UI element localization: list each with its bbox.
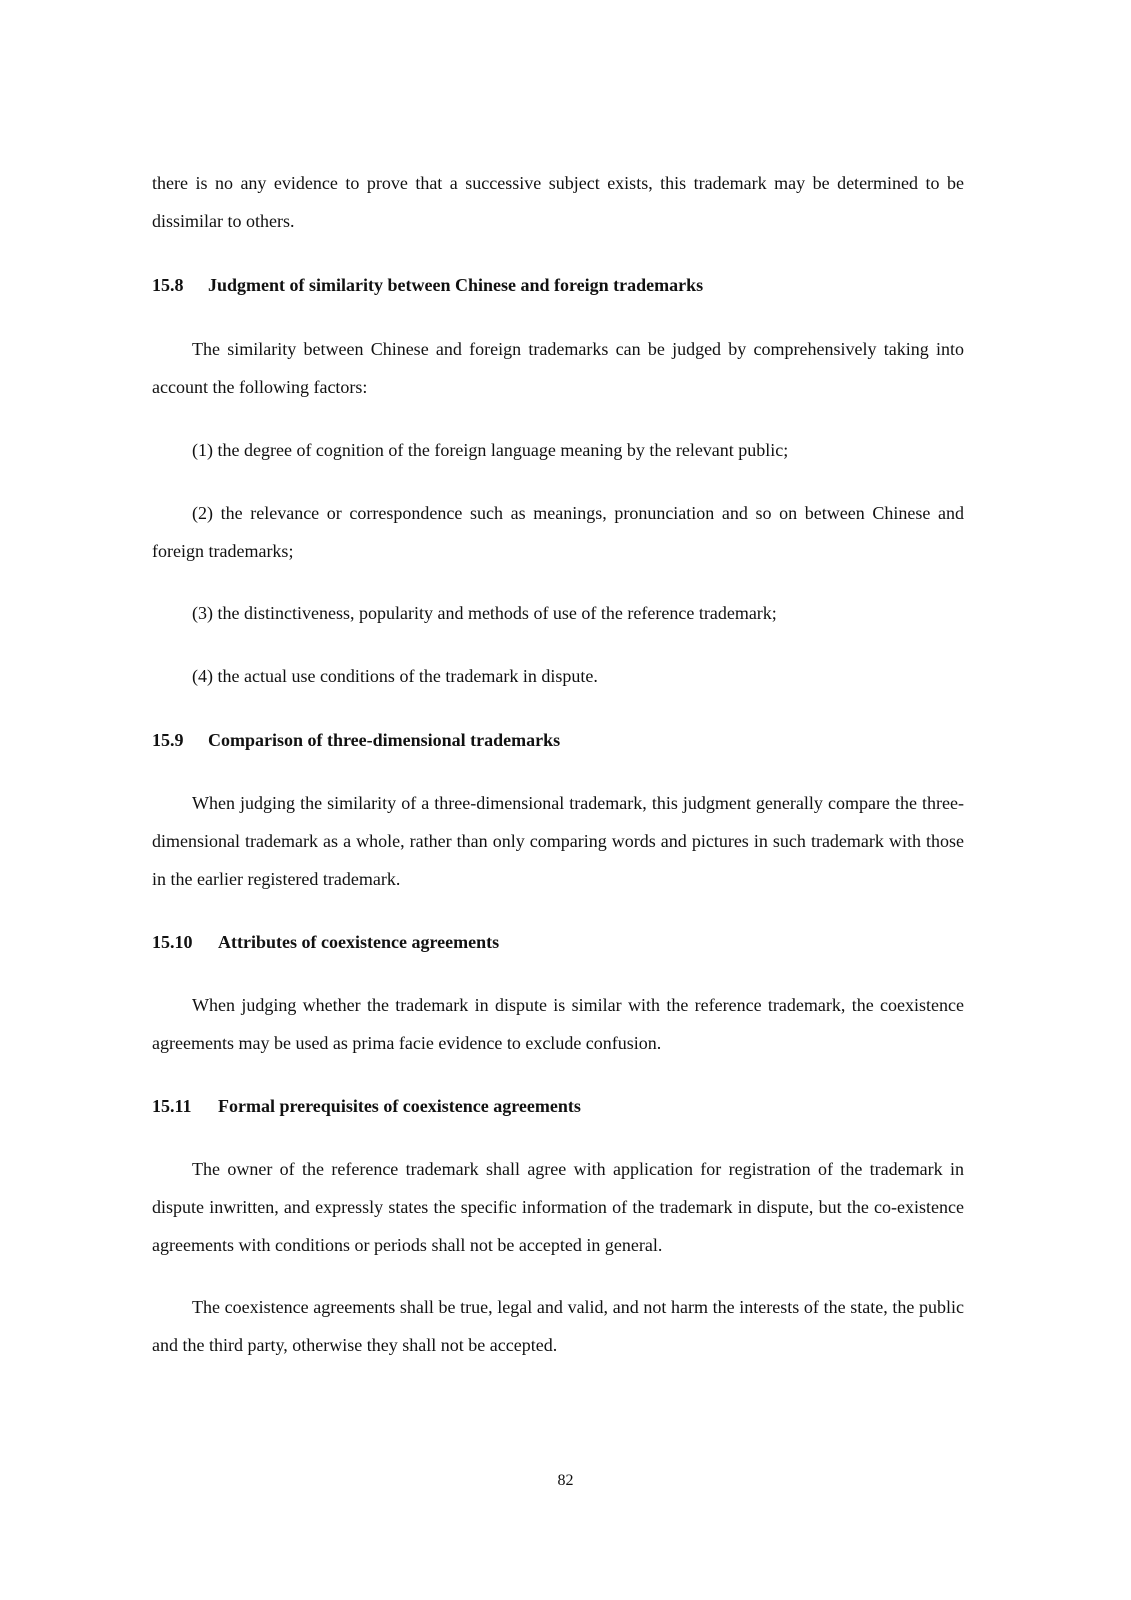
- section-number: 15.10: [152, 932, 193, 952]
- section-heading-15-8: [152, 266, 964, 304]
- section-title: Attributes of coexistence agreements: [218, 932, 500, 952]
- section-15-11-body-1: The owner of the reference trademark shall agree with application for registration of the trademark in dispute inwritten, and expressly states the specific information of the trademark in dispute, but the co-existence agreements with conditions or periods shall not be accepted in general.: [152, 1159, 964, 1255]
- section-heading-15-11: [152, 1087, 964, 1125]
- section-title: Formal prerequisites of coexistence agreements: [218, 1096, 581, 1116]
- list-item: (3) the distinctiveness, popularity and methods of use of the reference trademark;: [192, 603, 777, 623]
- section-heading-15-10: [152, 923, 964, 961]
- page-number: 82: [557, 1472, 574, 1489]
- section-15-11-body-2: The coexistence agreements shall be true, legal and valid, and not harm the interests of the state, the public and the third party, otherwise they shall not be accepted.: [152, 1297, 964, 1355]
- section-heading-15-9: [152, 721, 964, 759]
- section-15-9-body: When judging the similarity of a three-dimensional trademark, this judgment generally compare the three-dimensional trademark as a whole, rather than only comparing words and pictures in such trademark with those in the earlier registered trademark.: [152, 793, 964, 889]
- list-item: (1) the degree of cognition of the foreign language meaning by the relevant public;: [192, 440, 789, 460]
- section-number: 15.8: [152, 275, 184, 295]
- section-title: Comparison of three-dimensional trademarks: [208, 730, 561, 750]
- list-item: (4) the actual use conditions of the trademark in dispute.: [192, 666, 598, 686]
- section-number: 15.11: [152, 1096, 192, 1116]
- section-15-10-body: When judging whether the trademark in dispute is similar with the reference trademark, the coexistence agreements may be used as prima facie evidence to exclude confusion.: [152, 995, 964, 1053]
- continuation-paragraph: there is no any evidence to prove that a successive subject exists, this trademark may be determined to be dissimilar to others.: [152, 173, 964, 231]
- section-title: Judgment of similarity between Chinese and foreign trademarks: [208, 275, 704, 295]
- section-number: 15.9: [152, 730, 184, 750]
- list-item: (2) the relevance or correspondence such as meanings, pronunciation and so on between Chinese and foreign trademarks;: [152, 503, 964, 561]
- section-15-8-intro: The similarity between Chinese and foreign trademarks can be judged by comprehensively taking into account the following factors:: [152, 339, 964, 397]
